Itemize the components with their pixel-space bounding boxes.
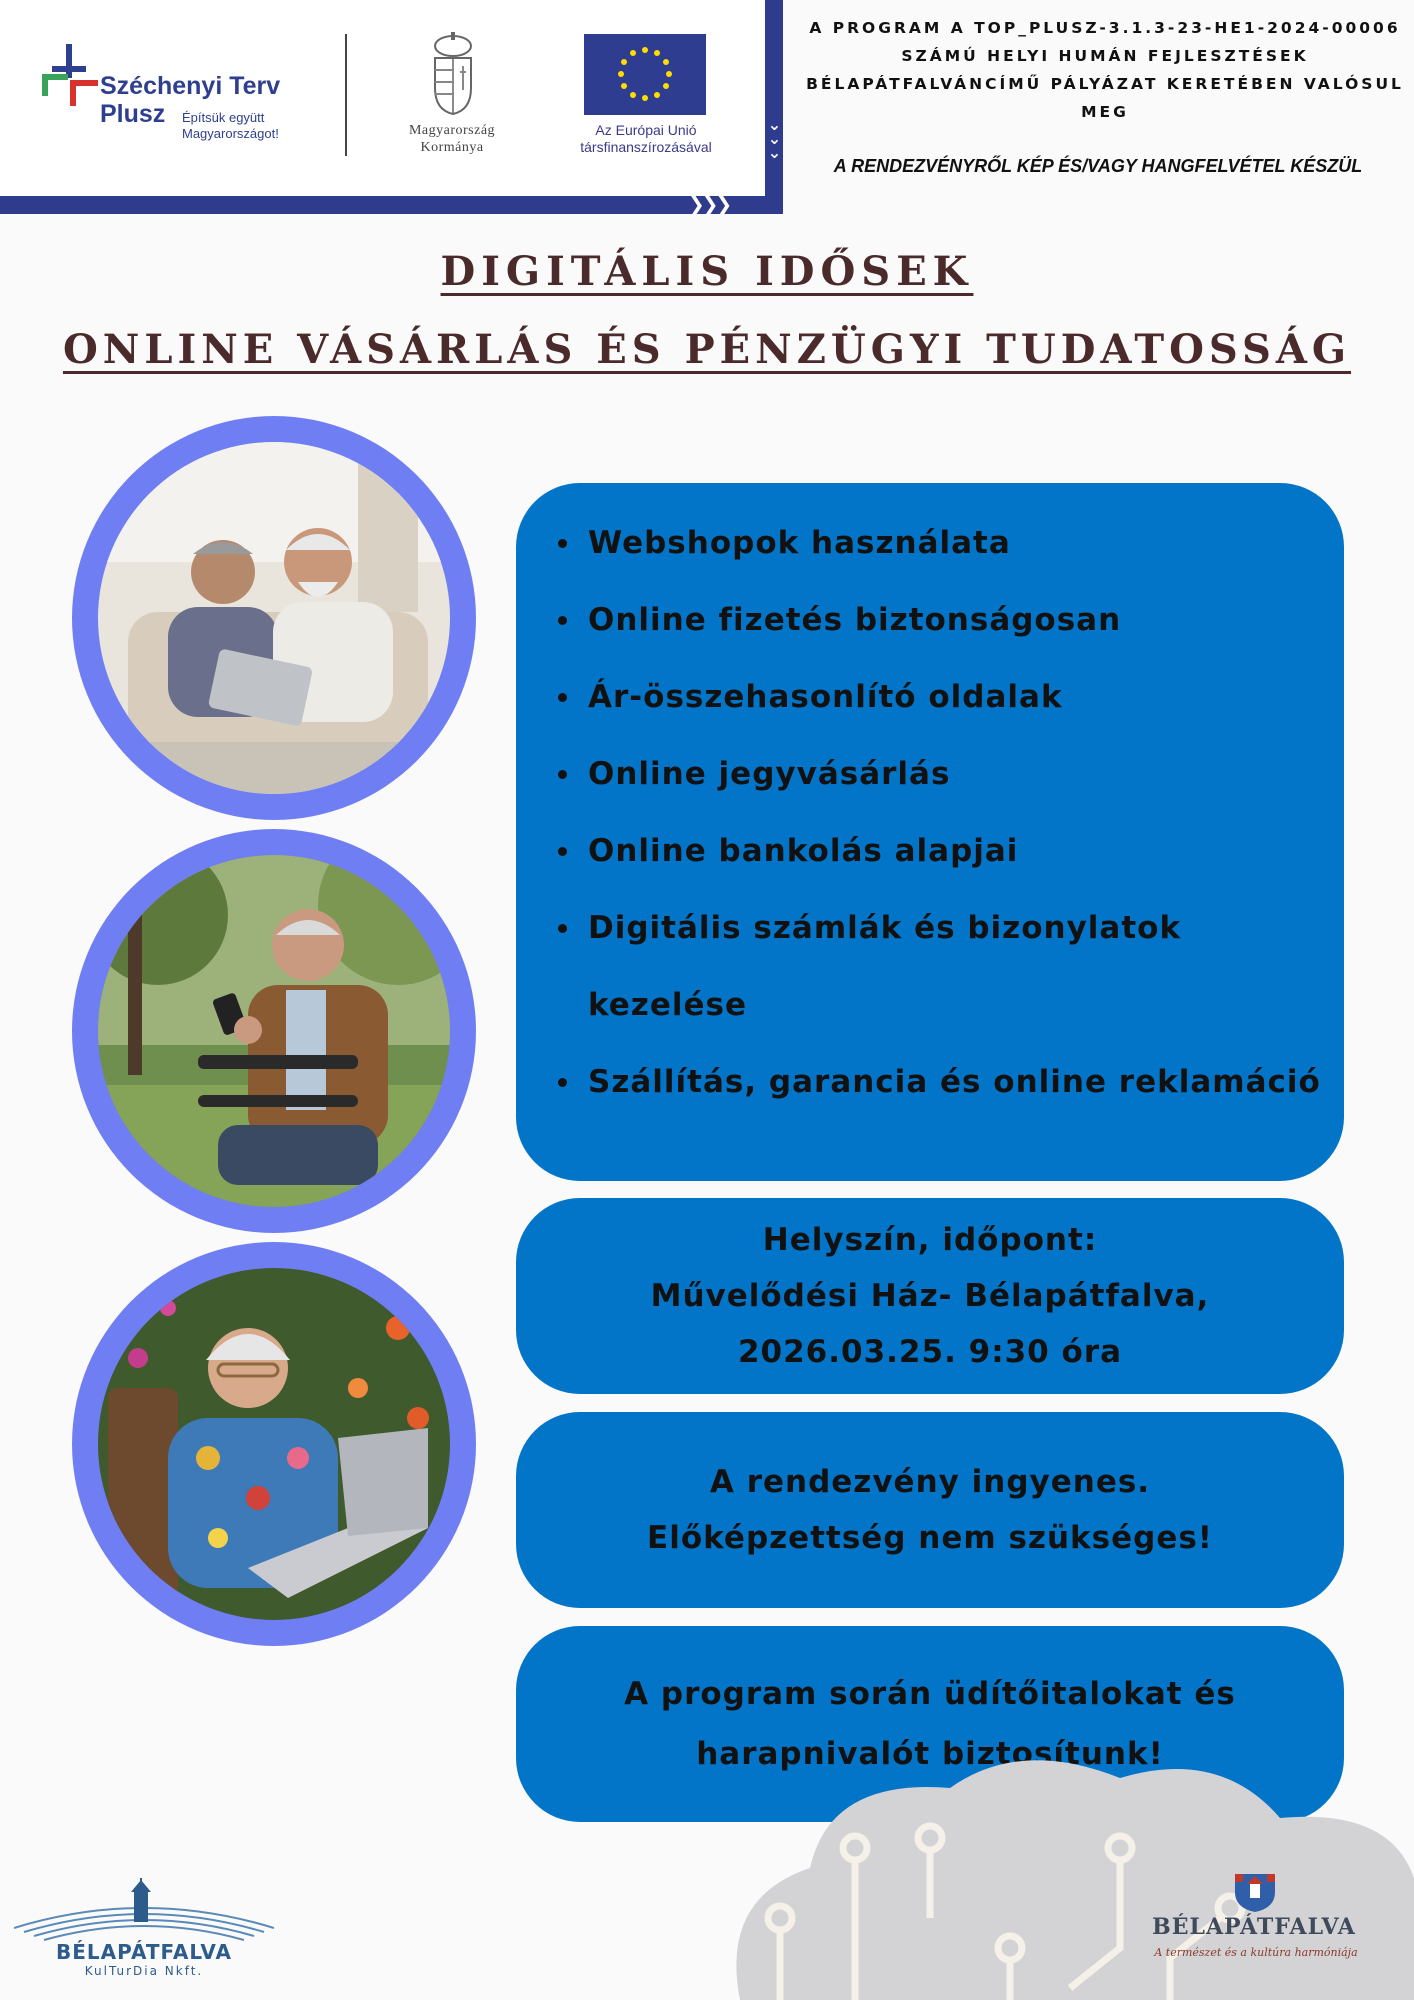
eu-flag-icon xyxy=(584,34,706,115)
page-title: DIGITÁLIS IDŐSEK xyxy=(440,248,974,295)
venue-time-box xyxy=(516,1198,1344,1394)
szechenyi-plus: Plusz xyxy=(100,100,166,128)
kulturdia-logo-sub: KulTurDia Nkft. xyxy=(84,1964,204,1978)
photo-senior-phone-bench-image xyxy=(98,855,450,1207)
church-hill-logo-icon xyxy=(14,1878,274,1942)
town-crest-logo-icon xyxy=(1232,1872,1278,1912)
eu-line-1: Az Európai Unió xyxy=(595,122,697,138)
program-statement: A PROGRAM A TOP_PLUSZ-3.1.3-23-HE1-2024-00006 SZÁMÚ HELYI HUMÁN FEJLESZTÉSEK BÉLAPÁTFALVÁNCÍMŰ PÁLYÁZAT KERETÉBEN VALÓSUL MEG xyxy=(806,19,1404,121)
topic-item: Online bankolás alapjai xyxy=(556,813,1324,890)
refreshments-line-2: harapnivalót biztosítunk! xyxy=(696,1736,1164,1772)
photo-two-seniors-tablet-image xyxy=(98,442,450,794)
photo-senior-laptop-garden-image xyxy=(98,1268,450,1620)
circuit-cloud-decoration-icon xyxy=(700,1748,1414,2000)
szechenyi-tagline-1: Építsük együtt xyxy=(182,110,265,125)
no-prerequisite-text: Előképzettség nem szükséges! xyxy=(647,1520,1213,1556)
eu-label xyxy=(556,122,736,156)
hungarian-coat-of-arms-icon xyxy=(430,32,476,116)
event-datetime: 2026.03.25. 9:30 óra xyxy=(737,1334,1123,1370)
topics-box xyxy=(516,483,1344,1181)
chevrons-down-icon: ⌄ ⌄ ⌄ xyxy=(767,115,779,162)
photo-senior-phone-bench xyxy=(72,829,476,1233)
venue-name: Művelődési Ház- Bélapátfalva, xyxy=(650,1278,1210,1314)
belapatfalva-logo-name: BÉLAPÁTFALVA xyxy=(1152,1914,1356,1940)
page-subtitle: ONLINE VÁSÁRLÁS ÉS PÉNZÜGYI TUDATOSSÁG xyxy=(62,326,1352,373)
photo-senior-laptop-garden xyxy=(72,1242,476,1646)
topic-item: Digitális számlák és bizonylatok kezelése xyxy=(556,890,1324,1044)
szechenyi-cross-logo xyxy=(40,44,100,106)
kulturdia-logo-name: BÉLAPÁTFALVA xyxy=(56,1940,232,1964)
topic-item: Webshopok használata xyxy=(556,505,1324,582)
photo-recording-note: A RENDEZVÉNYRŐL KÉP ÉS/VAGY HANGFELVÉTEL KÉSZÜL xyxy=(833,156,1363,176)
szechenyi-tagline xyxy=(182,110,312,142)
eu-line-2: társfinanszírozásával xyxy=(580,139,712,155)
header-divider xyxy=(345,34,347,156)
header-banner xyxy=(0,0,783,214)
szechenyi-name: Széchenyi Terv xyxy=(100,72,281,100)
free-event-text: A rendezvény ingyenes. xyxy=(709,1464,1151,1500)
venue-time-heading: Helyszín, időpont: xyxy=(762,1222,1098,1258)
refreshments-line-1: A program során üdítőitalokat és xyxy=(624,1676,1236,1712)
topic-item: Online fizetés biztonságosan xyxy=(556,582,1324,659)
government-label xyxy=(382,122,522,156)
government-line-1: Magyarország xyxy=(408,123,496,138)
topics-list xyxy=(556,505,1324,1121)
belapatfalva-logo-tagline: A természet és a kultúra harmóniája xyxy=(1154,1946,1358,1959)
topic-item: Online jegyvásárlás xyxy=(556,736,1324,813)
photo-two-seniors-tablet xyxy=(72,416,476,820)
chevrons-right-icon: ❯❯❯ xyxy=(688,192,730,216)
szechenyi-tagline-2: Magyarországot! xyxy=(182,126,279,141)
topic-item: Ár-összehasonlító oldalak xyxy=(556,659,1324,736)
topic-item: Szállítás, garancia és online reklamáció xyxy=(556,1044,1324,1121)
free-event-box xyxy=(516,1412,1344,1608)
government-line-2: Kormánya xyxy=(420,140,484,155)
